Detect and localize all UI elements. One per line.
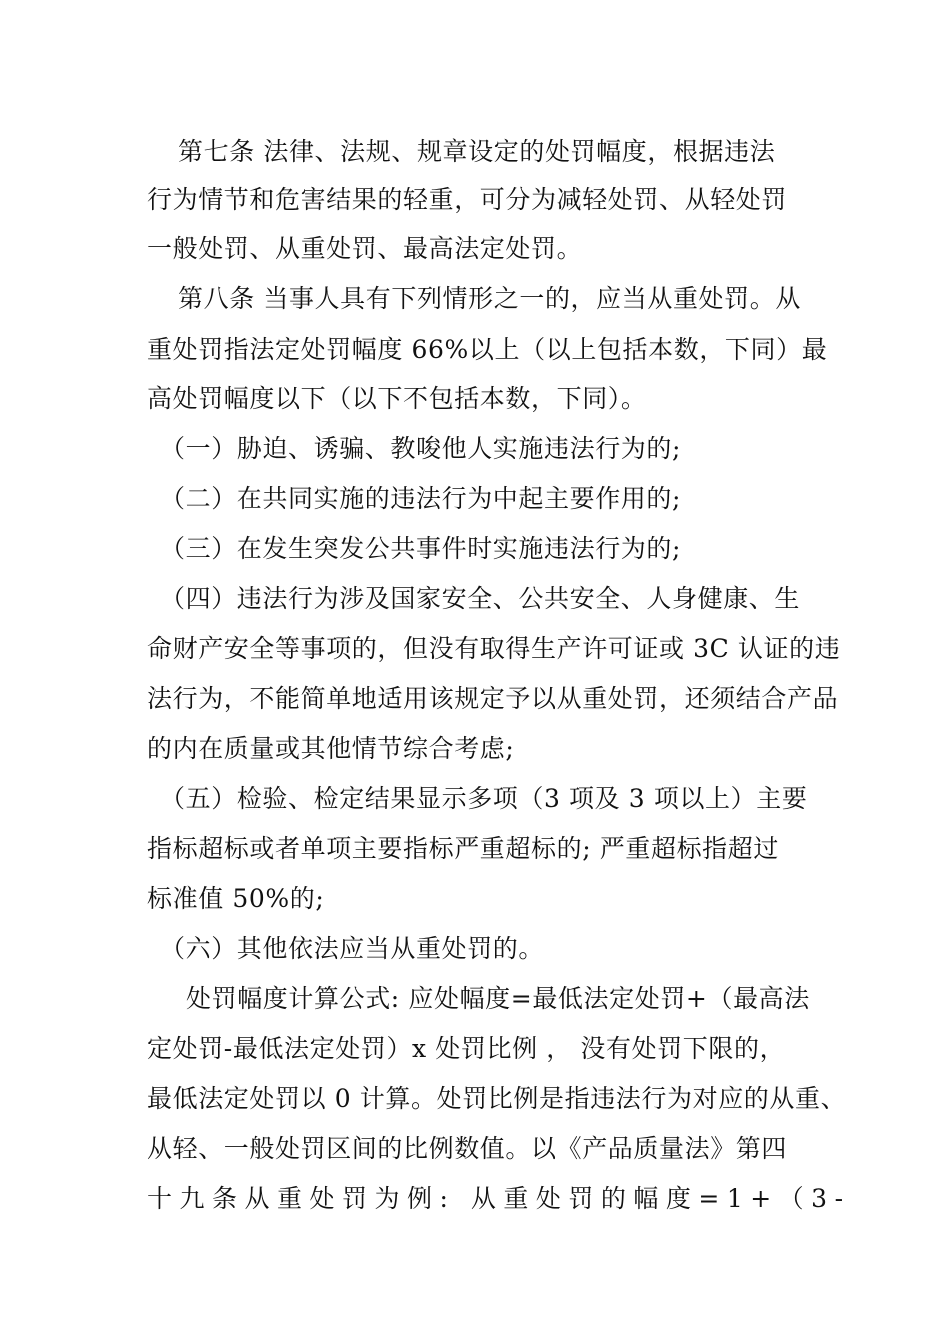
- article-7-line-3: 一般处罚、从重处罚、最高法定处罚。: [147, 234, 583, 263]
- formula-line-4: 从轻、一般处罚区间的比例数值。以《产品质量法》第四: [147, 1134, 788, 1163]
- item-5-line-3: 标准值 50%的;: [147, 884, 325, 913]
- item-1-line: （一）胁迫、诱骗、教唆他人实施违法行为的;: [160, 434, 682, 463]
- article-8-line-3: 高处罚幅度以下（以下不包括本数，下同）。: [147, 384, 647, 413]
- item-4-line-2: 命财产安全等事项的，但没有取得生产许可证或 3C 认证的违: [147, 634, 841, 663]
- article-7-line-1: 第七条 法律、法规、规章设定的处罚幅度，根据违法: [178, 137, 776, 166]
- item-4-line-1: （四）违法行为涉及国家安全、公共安全、人身健康、生: [160, 584, 801, 613]
- formula-line-3: 最低法定处罚以 0 计算。处罚比例是指违法行为对应的从重、: [147, 1084, 847, 1113]
- item-2-line: （二）在共同实施的违法行为中起主要作用的;: [160, 484, 682, 513]
- item-4-line-3: 法行为，不能简单地适用该规定予以从重处罚，还须结合产品: [147, 684, 839, 713]
- item-5-line-2: 指标超标或者单项主要指标严重超标的; 严重超标指超过: [147, 834, 779, 863]
- item-6-line: （六）其他依法应当从重处罚的。: [160, 934, 545, 963]
- formula-line-1: 处罚幅度计算公式: 应处幅度=最低法定处罚+（最高法: [186, 984, 810, 1013]
- article-8-line-2: 重处罚指法定处罚幅度 66%以上（以上包括本数，下同）最: [147, 335, 828, 364]
- article-7-line-2: 行为情节和危害结果的轻重，可分为减轻处罚、从轻处罚: [147, 185, 788, 214]
- item-5-line-1: （五）检验、检定结果显示多项（3 项及 3 项以上）主要: [160, 784, 808, 813]
- formula-line-5: 十九条从重处罚为例: 从重处罚的幅度=1+（3-: [147, 1184, 851, 1213]
- formula-line-2: 定处罚-最低法定处罚）x 处罚比例 ， 没有处罚下限的，: [147, 1034, 786, 1063]
- article-8-line-1: 第八条 当事人具有下列情形之一的，应当从重处罚。从: [178, 284, 801, 313]
- item-3-line: （三）在发生突发公共事件时实施违法行为的;: [160, 534, 682, 563]
- item-4-line-4: 的内在质量或其他情节综合考虑;: [147, 734, 515, 763]
